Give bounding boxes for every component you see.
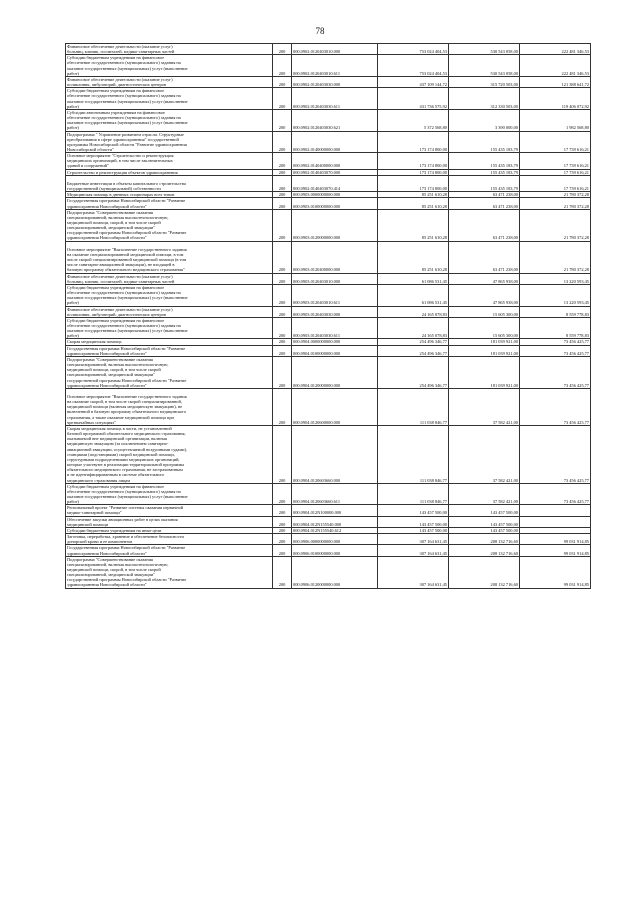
row-executed-amount-cell: 181 039 921,00 xyxy=(449,356,520,388)
row-unexecuted-amount-cell xyxy=(520,505,591,516)
row-name-cell: Основное мероприятие "Выполнение государственного задания на оказание скорой, в том числе скорой специализированной, медицинской помощи (включая медицинскую эвакуацию), не включенной в базовую программу обязательного медицинского страхования, а также оказание медицинской помощи при чрезвычайных ситуациях" xyxy=(66,388,273,425)
row-unexecuted-amount-cell: 73 456 425,77 xyxy=(520,483,591,505)
row-code-cell: 200 xyxy=(273,425,292,483)
row-name-cell: Скорая медицинская помощь xyxy=(66,339,273,345)
row-name-cell: Подпрограмма " Управление развитием отрасли. Структурные преобразования в сфере здравоохранения" государственной программы Новосибирской области "Развитие здравоохранения Новосибирской области" xyxy=(66,131,273,153)
row-executed-amount-cell: 47 865 938,00 xyxy=(449,273,520,284)
row-code-cell: 200 xyxy=(273,345,292,356)
row-name-cell: Субсидии бюджетным учреждениям на финансовое обеспечение государственного (муниципального) задания на оказание государственных (муниципальных) услуг (выполнение работ) xyxy=(66,88,273,110)
row-classification-cell: 000.0904.0120000000.000 xyxy=(292,356,378,388)
row-code-cell: 200 xyxy=(273,284,292,306)
row-name-cell: Обеспечение закупки авиационных работ в целях оказания медицинской помощи xyxy=(66,516,273,527)
row-unexecuted-amount-cell: 21 780 372,28 xyxy=(520,209,591,241)
row-executed-amount-cell: 155 435 183,79 xyxy=(449,131,520,153)
row-code-cell: 200 xyxy=(273,339,292,345)
row-approved-amount-cell: 143 457 500,00 xyxy=(378,505,449,516)
row-code-cell: 200 xyxy=(273,534,292,545)
table-row xyxy=(66,356,591,388)
row-executed-amount-cell: 208 132 716,60 xyxy=(449,545,520,556)
row-code-cell: 200 xyxy=(273,317,292,339)
table-row xyxy=(66,175,591,191)
row-unexecuted-amount-cell: 21 780 372,28 xyxy=(520,192,591,198)
row-executed-amount-cell: 3 390 000,00 xyxy=(449,109,520,131)
row-executed-amount-cell: 15 605 300,00 xyxy=(449,306,520,317)
row-classification-cell: 000.0904.012N155540.612 xyxy=(292,527,378,533)
row-name-cell: Субсидии бюджетным учреждениям на финансовое обеспечение государственного (муниципального) задания на оказание государственных (муниципальных) услуг (выполнение работ) xyxy=(66,317,273,339)
row-code-cell: 200 xyxy=(273,545,292,556)
row-classification-cell: 000.0902.0120403030.621 xyxy=(292,109,378,131)
row-unexecuted-amount-cell: 73 456 425,77 xyxy=(520,345,591,356)
row-unexecuted-amount-cell: 73 456 425,77 xyxy=(520,339,591,345)
row-executed-amount-cell: 37 582 421,00 xyxy=(449,483,520,505)
row-executed-amount-cell: 530 543 058,00 xyxy=(449,55,520,77)
table-row xyxy=(66,55,591,77)
row-classification-cell: 000.0902.0140403070.000 xyxy=(292,169,378,175)
row-unexecuted-amount-cell: 222 481 346,53 xyxy=(520,55,591,77)
row-approved-amount-cell: 753 024 404,53 xyxy=(378,44,449,55)
row-unexecuted-amount-cell: 17 739 616,21 xyxy=(520,169,591,175)
row-approved-amount-cell: 437 109 144,72 xyxy=(378,76,449,87)
row-unexecuted-amount-cell: 21 780 372,28 xyxy=(520,198,591,209)
row-name-cell: Финансовое обеспечение деятельности (оказание услуг) поликлиник, амбулаторий, диагностических центров xyxy=(66,306,273,317)
table-row xyxy=(66,241,591,273)
row-code-cell: 200 xyxy=(273,306,292,317)
row-unexecuted-amount-cell: 17 739 616,21 xyxy=(520,153,591,169)
row-unexecuted-amount-cell: 73 456 425,77 xyxy=(520,356,591,388)
row-approved-amount-cell: 24 165 078,83 xyxy=(378,317,449,339)
row-executed-amount-cell: 15 605 300,00 xyxy=(449,317,520,339)
row-approved-amount-cell: 111 038 846,77 xyxy=(378,425,449,483)
table-row xyxy=(66,109,591,131)
row-code-cell: 200 xyxy=(273,131,292,153)
row-unexecuted-amount-cell: 99 031 914,85 xyxy=(520,534,591,545)
row-name-cell: Подпрограмма "Совершенствование оказания специализированной, включая высокотехнологичную, медицинской помощи, скорой, в том числе скорой специализированной, медицинской эвакуации" государственной программы Новосибирской области "Развитие здравоохранения Новосибирской области" xyxy=(66,209,273,241)
row-unexecuted-amount-cell: 222 481 346,53 xyxy=(520,44,591,55)
table-row xyxy=(66,273,591,284)
row-executed-amount-cell: 143 457 500,00 xyxy=(449,505,520,516)
row-name-cell: Основное мероприятие "Выполнение государственного задания на оказание специализированной медицинской помощи, в том числе скорой специализированной медицинской помощи (в том числе санитарно-авиационной эвакуации), не входящей в базовую программу обязательного медицинского страхования" xyxy=(66,241,273,273)
row-approved-amount-cell: 143 457 500,00 xyxy=(378,527,449,533)
row-executed-amount-cell: 181 039 921,00 xyxy=(449,339,520,345)
row-executed-amount-cell: 63 471 238,00 xyxy=(449,198,520,209)
table-row xyxy=(66,505,591,516)
row-unexecuted-amount-cell: 17 739 616,21 xyxy=(520,131,591,153)
row-classification-cell: 000.0903.0000000000.000 xyxy=(292,192,378,198)
row-executed-amount-cell: 312 330 503,00 xyxy=(449,88,520,110)
table-row xyxy=(66,169,591,175)
table-row xyxy=(66,556,591,588)
row-approved-amount-cell: 307 164 631,45 xyxy=(378,534,449,545)
table-row xyxy=(66,44,591,55)
row-code-cell: 200 xyxy=(273,175,292,191)
row-classification-cell: 000.0904.0120600000.000 xyxy=(292,388,378,425)
row-name-cell: Субсидии бюджетным учреждениям на финансовое обеспечение государственного (муниципального) задания на оказание государственных (муниципальных) услуг (выполнение работ) xyxy=(66,55,273,77)
row-approved-amount-cell: 254 496 346,77 xyxy=(378,345,449,356)
table-row xyxy=(66,284,591,306)
row-classification-cell: 000.0906.0120000000.000 xyxy=(292,556,378,588)
row-unexecuted-amount-cell: 121 388 641,72 xyxy=(520,76,591,87)
row-classification-cell: 000.0904.0000000000.000 xyxy=(292,339,378,345)
row-approved-amount-cell: 307 164 631,45 xyxy=(378,556,449,588)
row-executed-amount-cell: 143 457 500,00 xyxy=(449,516,520,527)
row-name-cell: Основное мероприятие "Строительство и реконструкция медицинских организаций, в том числе заключительных зданий и сооружений" xyxy=(66,153,273,169)
row-approved-amount-cell: 173 174 800,00 xyxy=(378,153,449,169)
row-approved-amount-cell: 61 086 531,45 xyxy=(378,273,449,284)
row-classification-cell: 000.0906.0000000000.000 xyxy=(292,534,378,545)
row-name-cell: Субсидии автономным учреждениям на финансовое обеспечение государственного (муниципального) задания на оказание государственных (муниципальных) услуг (выполнение работ) xyxy=(66,109,273,131)
row-classification-cell: 000.0902.0120403010.000 xyxy=(292,44,378,55)
row-code-cell: 200 xyxy=(273,169,292,175)
row-unexecuted-amount-cell: 8 559 778,83 xyxy=(520,306,591,317)
row-name-cell: Государственная программа Новосибирской области "Развитие здравоохранения Новосибирской области" xyxy=(66,198,273,209)
row-executed-amount-cell: 63 471 238,00 xyxy=(449,192,520,198)
row-code-cell: 200 xyxy=(273,505,292,516)
row-approved-amount-cell: 111 038 846,77 xyxy=(378,483,449,505)
row-classification-cell: 000.0904.0100000000.000 xyxy=(292,345,378,356)
row-classification-cell: 000.0903.0120403010.000 xyxy=(292,273,378,284)
table-row xyxy=(66,483,591,505)
row-unexecuted-amount-cell: 21 780 372,28 xyxy=(520,241,591,273)
row-executed-amount-cell: 208 132 716,60 xyxy=(449,556,520,588)
row-classification-cell: 000.0906.0100000000.000 xyxy=(292,545,378,556)
row-executed-amount-cell: 181 039 921,00 xyxy=(449,345,520,356)
row-approved-amount-cell: 254 496 346,77 xyxy=(378,356,449,388)
row-code-cell: 200 xyxy=(273,109,292,131)
row-approved-amount-cell: 5 372 568,80 xyxy=(378,109,449,131)
table-row xyxy=(66,545,591,556)
row-classification-cell: 000.0902.0140403070.414 xyxy=(292,175,378,191)
row-executed-amount-cell: 208 132 716,60 xyxy=(449,534,520,545)
row-name-cell: Субсидии бюджетным учреждениям на финансовое обеспечение государственного (муниципального) задания на оказание государственных (муниципальных) услуг (выполнение работ) xyxy=(66,483,273,505)
row-approved-amount-cell: 85 251 610,28 xyxy=(378,241,449,273)
row-classification-cell: 000.0903.0120403030.611 xyxy=(292,317,378,339)
row-approved-amount-cell: 173 174 800,00 xyxy=(378,169,449,175)
row-classification-cell: 000.0903.0120000000.000 xyxy=(292,209,378,241)
row-approved-amount-cell: 307 164 631,45 xyxy=(378,545,449,556)
row-approved-amount-cell: 753 024 404,53 xyxy=(378,55,449,77)
row-classification-cell: 000.0902.0140400000.000 xyxy=(292,153,378,169)
row-classification-cell: 000.0902.0120403030.000 xyxy=(292,76,378,87)
row-name-cell: Заготовка, переработка, хранение и обеспечение безопасности донорской крови и ее компонентов xyxy=(66,534,273,545)
table-row xyxy=(66,192,591,198)
row-approved-amount-cell: 111 038 846,77 xyxy=(378,388,449,425)
row-classification-cell: 000.0902.0140000000.000 xyxy=(292,131,378,153)
table-row xyxy=(66,88,591,110)
row-classification-cell: 000.0903.0100000000.000 xyxy=(292,198,378,209)
row-classification-cell: 000.0904.0120603660.611 xyxy=(292,483,378,505)
row-unexecuted-amount-cell: 1 982 568,80 xyxy=(520,109,591,131)
row-approved-amount-cell: 431 736 575,92 xyxy=(378,88,449,110)
row-unexecuted-amount-cell: 13 220 593,45 xyxy=(520,273,591,284)
row-executed-amount-cell: 155 435 183,79 xyxy=(449,153,520,169)
row-name-cell: Медицинская помощь в дневных стационарах всех типов xyxy=(66,192,273,198)
row-code-cell: 200 xyxy=(273,76,292,87)
table-row xyxy=(66,527,591,533)
row-code-cell: 200 xyxy=(273,556,292,588)
row-name-cell: Бюджетные инвестиции в объекты капитального строительства государственной (муниципальной) собственности xyxy=(66,175,273,191)
table-row xyxy=(66,345,591,356)
row-approved-amount-cell: 85 251 610,28 xyxy=(378,198,449,209)
row-name-cell: Подпрограмма "Совершенствование оказания специализированной, включая высокотехнологичную, медицинской помощи, скорой, в том числе скорой специализированной, медицинской эвакуации" государственной программы Новосибирской области "Развитие здравоохранения Новосибирской области" xyxy=(66,556,273,588)
row-executed-amount-cell: 143 457 500,00 xyxy=(449,527,520,533)
row-approved-amount-cell: 24 165 078,83 xyxy=(378,306,449,317)
row-unexecuted-amount-cell: 73 456 425,77 xyxy=(520,388,591,425)
table-row xyxy=(66,153,591,169)
row-name-cell: Государственная программа Новосибирской области "Развитие здравоохранения Новосибирской области" xyxy=(66,545,273,556)
table-row xyxy=(66,425,591,483)
budget-table xyxy=(65,43,591,589)
row-unexecuted-amount-cell: 13 220 593,45 xyxy=(520,284,591,306)
row-code-cell: 200 xyxy=(273,209,292,241)
row-classification-cell: 000.0904.012N155540.000 xyxy=(292,516,378,527)
row-classification-cell: 000.0903.0120400000.000 xyxy=(292,241,378,273)
row-name-cell: Подпрограмма "Совершенствование оказания специализированной, включая высокотехнологичную, медицинской помощи, скорой, в том числе скорой специализированной, медицинской эвакуации" государственной программы Новосибирской области "Развитие здравоохранения Новосибирской области" xyxy=(66,356,273,388)
row-approved-amount-cell: 85 251 610,28 xyxy=(378,209,449,241)
table-row xyxy=(66,198,591,209)
row-name-cell: Скорая медицинская помощь в части, не установленной базовой программой обязательного медицинского страхования, оказываемой вне медицинской организации, включая медицинскую эвакуацию (за исключением санитарно- авиационной эвакуации, осуществляемой воздушными судами), станциями (подстанциями) скорой медицинской помощи, структурными подразделениями медицинских организаций, которые участвуют в реализации территориальной программы обязательного медицинского страхования, не застрахованным и не идентифицированным в системе обязательного медицинского страхования лицам xyxy=(66,425,273,483)
row-classification-cell: 000.0903.0120403010.611 xyxy=(292,284,378,306)
row-classification-cell: 000.0902.0120403030.611 xyxy=(292,88,378,110)
row-unexecuted-amount-cell: 99 031 914,85 xyxy=(520,545,591,556)
row-approved-amount-cell: 61 086 531,45 xyxy=(378,284,449,306)
row-classification-cell: 000.0904.012N100000.000 xyxy=(292,505,378,516)
row-unexecuted-amount-cell xyxy=(520,516,591,527)
page-number: 78 xyxy=(315,26,325,36)
row-approved-amount-cell: 173 174 800,00 xyxy=(378,175,449,191)
row-executed-amount-cell: 37 582 421,00 xyxy=(449,425,520,483)
table-row xyxy=(66,131,591,153)
table-row xyxy=(66,306,591,317)
row-executed-amount-cell: 155 435 183,79 xyxy=(449,169,520,175)
row-code-cell: 200 xyxy=(273,388,292,425)
table-row xyxy=(66,76,591,87)
row-code-cell: 200 xyxy=(273,483,292,505)
row-classification-cell: 000.0903.0120403030.000 xyxy=(292,306,378,317)
row-executed-amount-cell: 315 720 503,00 xyxy=(449,76,520,87)
row-name-cell: Строительство и реконструкция объектов здравоохранения xyxy=(66,169,273,175)
table-row xyxy=(66,534,591,545)
row-executed-amount-cell: 63 471 238,00 xyxy=(449,209,520,241)
row-approved-amount-cell: 173 174 800,00 xyxy=(378,131,449,153)
row-executed-amount-cell: 63 471 238,00 xyxy=(449,241,520,273)
table-row xyxy=(66,209,591,241)
row-approved-amount-cell: 143 457 500,00 xyxy=(378,516,449,527)
row-classification-cell: 000.0904.0120603660.000 xyxy=(292,425,378,483)
table-row xyxy=(66,317,591,339)
row-name-cell: Государственная программа Новосибирской области "Развитие здравоохранения Новосибирской области" xyxy=(66,345,273,356)
row-name-cell: Субсидии бюджетным учреждениям на иные цели xyxy=(66,527,273,533)
table-row xyxy=(66,516,591,527)
row-code-cell: 200 xyxy=(273,273,292,284)
row-name-cell: Финансовое обеспечение деятельности (оказание услуг) поликлиник, амбулаторий, диагностических центров xyxy=(66,76,273,87)
row-executed-amount-cell: 155 435 183,79 xyxy=(449,175,520,191)
row-unexecuted-amount-cell: 119 406 072,92 xyxy=(520,88,591,110)
row-approved-amount-cell: 254 496 346,77 xyxy=(378,339,449,345)
row-code-cell: 200 xyxy=(273,88,292,110)
row-code-cell: 200 xyxy=(273,153,292,169)
row-name-cell: Региональный проект "Развитие системы оказания первичной медико-санитарной помощи" xyxy=(66,505,273,516)
row-classification-cell: 000.0902.0120403010.611 xyxy=(292,55,378,77)
row-unexecuted-amount-cell: 99 031 914,85 xyxy=(520,556,591,588)
row-name-cell: Финансовое обеспечение деятельности (оказание услуг) больниц, клиник, госпиталей, медико-санитарных частей xyxy=(66,273,273,284)
row-code-cell: 200 xyxy=(273,356,292,388)
row-name-cell: Финансовое обеспечение деятельности (оказание услуг) больниц, клиник, госпиталей, медико-санитарных частей xyxy=(66,44,273,55)
budget-table-body xyxy=(66,44,591,589)
row-code-cell: 200 xyxy=(273,527,292,533)
row-code-cell: 200 xyxy=(273,516,292,527)
row-code-cell: 200 xyxy=(273,44,292,55)
row-name-cell: Субсидии бюджетным учреждениям на финансовое обеспечение государственного (муниципального) задания на оказание государственных (муниципальных) услуг (выполнение работ) xyxy=(66,284,273,306)
row-executed-amount-cell: 47 865 938,00 xyxy=(449,284,520,306)
row-unexecuted-amount-cell: 17 739 616,21 xyxy=(520,175,591,191)
row-unexecuted-amount-cell: 73 456 425,77 xyxy=(520,425,591,483)
row-unexecuted-amount-cell: 8 559 778,83 xyxy=(520,317,591,339)
row-executed-amount-cell: 37 582 421,00 xyxy=(449,388,520,425)
table-row xyxy=(66,388,591,425)
row-executed-amount-cell: 530 543 058,00 xyxy=(449,44,520,55)
row-code-cell: 200 xyxy=(273,192,292,198)
row-code-cell: 200 xyxy=(273,198,292,209)
row-approved-amount-cell: 85 251 610,28 xyxy=(378,192,449,198)
row-code-cell: 200 xyxy=(273,241,292,273)
row-code-cell: 200 xyxy=(273,55,292,77)
